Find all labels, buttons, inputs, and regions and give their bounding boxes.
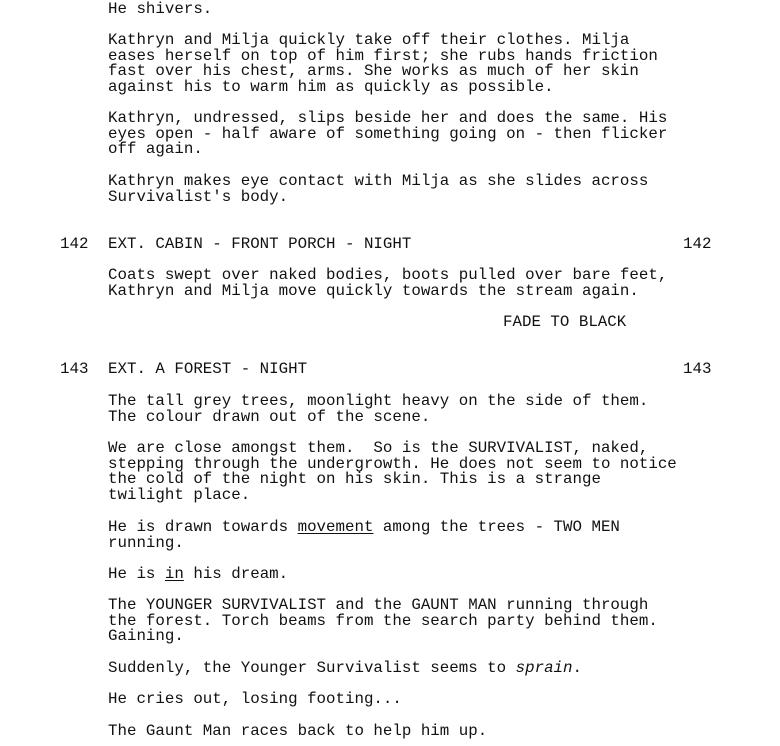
underlined-word: in bbox=[164, 565, 184, 583]
scene-number-left: 142 bbox=[60, 235, 89, 253]
scene-number-left: 143 bbox=[60, 360, 89, 378]
action-younger-survivalist: The YOUNGER SURVIVALIST and the GAUNT MAN running through the forest. Torch beams from the search party behind them. Gaining. bbox=[108, 596, 658, 646]
action-drawn-towards bbox=[108, 520, 708, 551]
action-grey-trees: The tall grey trees, moonlight heavy on the side of them. The colour drawn out of the scene. bbox=[108, 392, 649, 426]
text-run: . bbox=[572, 659, 583, 677]
text-run: running. bbox=[108, 533, 184, 552]
text-run: He is drawn towards bbox=[108, 518, 298, 536]
text-run: among the trees - TWO MEN bbox=[373, 518, 620, 536]
underlined-word: movement bbox=[297, 518, 374, 536]
action-undress-milja: Kathryn and Milja quickly take off their clothes. Milja eases herself on top of him first; she rubs hands friction fast over his chest, arms. She works as much of her skin against his to warm him as quickly as possible. bbox=[108, 31, 658, 97]
scene-heading: EXT. CABIN - FRONT PORCH - NIGHT bbox=[108, 235, 412, 253]
action-eye-contact: Kathryn makes eye contact with Milja as she slides across Survivalist's body. bbox=[108, 172, 649, 206]
action-kathryn-undressed: Kathryn, undressed, slips beside her and does the same. His eyes open - half aware of something going on - then flicker off again. bbox=[108, 109, 668, 159]
transition-fade: FADE TO BLACK bbox=[503, 313, 627, 331]
scene-number-right: 142 bbox=[683, 235, 712, 253]
action-close-amongst: We are close amongst them. So is the SURVIVALIST, naked, stepping through the undergrowth. He does not seem to notice the cold of the night on his skin. This is a strange twilight place. bbox=[108, 439, 677, 505]
scene-heading: EXT. A FOREST - NIGHT bbox=[108, 360, 308, 378]
italic-word: sprain bbox=[515, 659, 573, 677]
action-gaunt-man: The Gaunt Man races back to help him up. bbox=[108, 722, 488, 740]
text-run: He is bbox=[108, 565, 165, 583]
text-run: his dream. bbox=[183, 565, 289, 583]
action-cries-out: He cries out, losing footing... bbox=[108, 690, 402, 708]
action-sprain bbox=[108, 661, 708, 677]
text-run: Suddenly, the Younger Survivalist seems to bbox=[108, 659, 516, 677]
action-he-shivers: He shivers. bbox=[108, 0, 213, 18]
action-in-dream bbox=[108, 567, 708, 583]
action-coats-swept: Coats swept over naked bodies, boots pulled over bare feet, Kathryn and Milja move quickly towards the stream again. bbox=[108, 266, 668, 300]
scene-number-right: 143 bbox=[683, 360, 712, 378]
